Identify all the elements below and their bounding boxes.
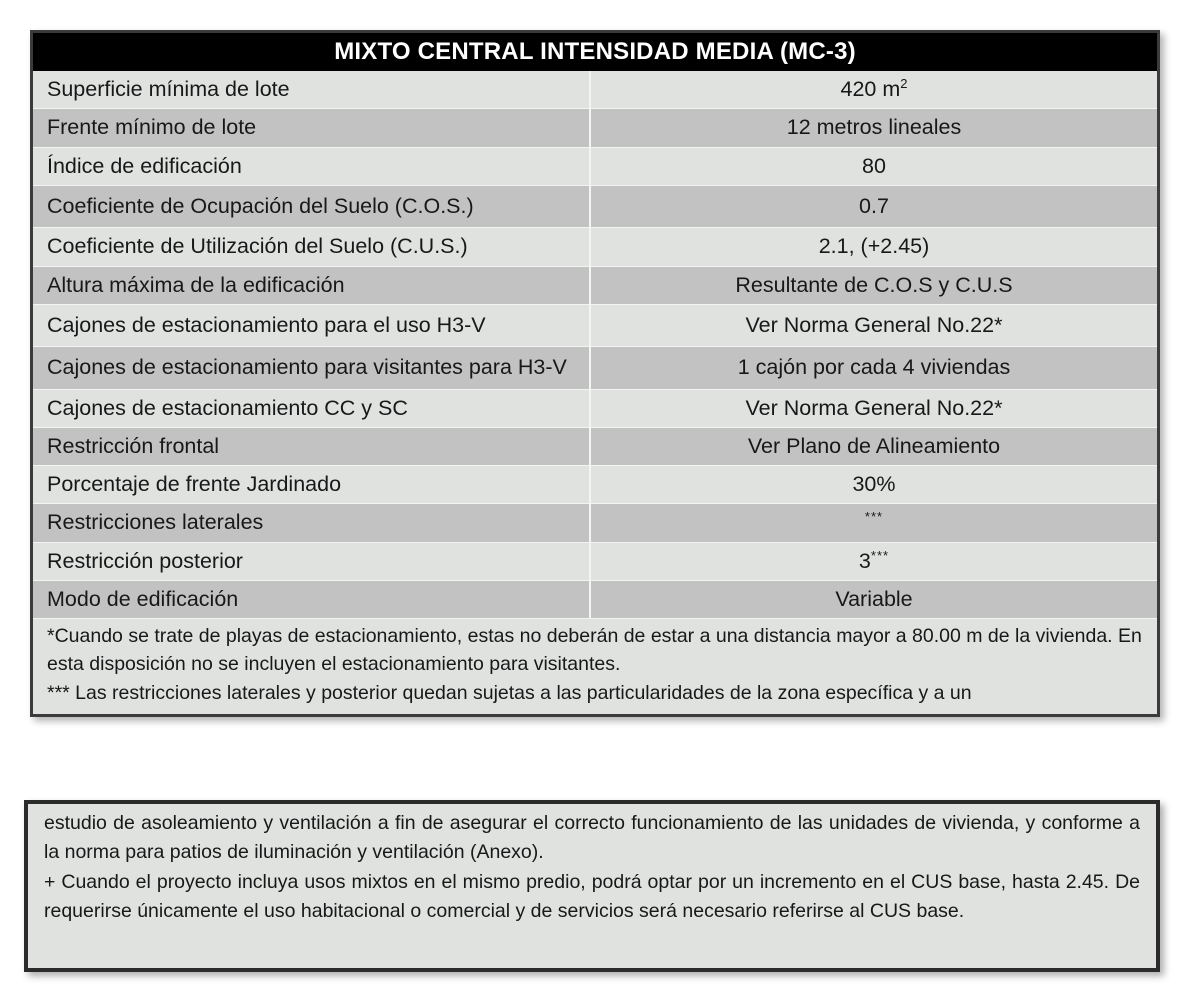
row-label: Cajones de estacionamiento para visitantes para H3-V [33, 347, 591, 388]
row-label: Coeficiente de Utilización del Suelo (C.U.S.) [33, 228, 591, 265]
row-value: Ver Plano de Alineamiento [747, 433, 1001, 458]
row-label: Índice de edificación [33, 148, 591, 185]
row-value [591, 543, 1157, 580]
table-row [33, 428, 1157, 466]
row-value: Ver Norma General No.22* [745, 312, 1003, 337]
table-row [33, 390, 1157, 428]
table-row [33, 267, 1157, 305]
row-value: 80 [862, 153, 886, 178]
footnote-line: *Cuando se trate de playas de estacionamiento, estas no deberán de estar a una distancia mayor a 80.00 m de la vivienda. En esta disposición no se incluyen el estacionamiento para visitantes. [47, 625, 1142, 676]
table-row [33, 71, 1157, 109]
row-value: 0.7 [859, 194, 889, 219]
row-label: Frente mínimo de lote [33, 109, 591, 146]
zoning-norms-table [30, 30, 1160, 717]
table-row [33, 228, 1157, 266]
table-row [33, 109, 1157, 147]
table-row [33, 466, 1157, 504]
row-label: Cajones de estacionamiento para el uso H3-V [33, 305, 591, 346]
row-label: Cajones de estacionamiento CC y SC [33, 390, 591, 427]
table-title: MIXTO CENTRAL INTENSIDAD MEDIA (MC-3) [33, 33, 1157, 71]
row-value: Variable [835, 587, 913, 612]
row-label: Modo de edificación [33, 581, 591, 618]
row-value: Ver Norma General No.22* [745, 395, 1003, 420]
note-paragraph: + Cuando el proyecto incluya usos mixtos en el mismo predio, podrá optar por un incremento en el CUS base, hasta 2.45. De requerirse únicamente el uso habitacional o comercial y de servicios será necesario referirse al CUS base. [44, 871, 1140, 922]
table-footnotes [33, 619, 1157, 714]
row-value: Resultante de C.O.S y C.U.S [735, 272, 1013, 297]
table-row [33, 543, 1157, 581]
row-value: 12 metros lineales [786, 115, 962, 140]
row-value: 1 cajón por cada 4 viviendas [737, 355, 1011, 380]
row-label: Restricción frontal [33, 428, 591, 465]
table-body [33, 71, 1157, 619]
row-value-text: 3*** [858, 547, 890, 573]
table-row [33, 347, 1157, 389]
highlighted-note-box [24, 800, 1160, 972]
row-value: 2.1, (+2.45) [818, 234, 930, 259]
row-label: Restricción posterior [33, 543, 591, 580]
row-label: Porcentaje de frente Jardinado [33, 466, 591, 503]
table-row [33, 581, 1157, 619]
row-label: Superficie mínima de lote [33, 71, 591, 108]
footnote-line: *** Las restricciones laterales y posterior quedan sujetas a las particularidades de la zona específica y a un [47, 681, 972, 704]
row-value [591, 504, 1157, 541]
row-value-text: *** [864, 509, 884, 525]
row-value-text: 420 $m^2$ [840, 76, 908, 102]
row-label: Altura máxima de la edificación [33, 267, 591, 304]
note-paragraph: estudio de asoleamiento y ventilación a fin de asegurar el correcto funcionamiento de las unidades de vivienda, y conforme a la norma para patios de iluminación y ventilación (Anexo). [44, 812, 1140, 863]
row-label: Coeficiente de Ocupación del Suelo (C.O.S.) [33, 186, 591, 227]
table-row [33, 305, 1157, 347]
row-value [591, 71, 1157, 108]
table-row [33, 186, 1157, 228]
row-value: 30% [852, 472, 896, 497]
row-label: Restricciones laterales [33, 504, 591, 541]
table-row [33, 504, 1157, 542]
table-row [33, 148, 1157, 186]
